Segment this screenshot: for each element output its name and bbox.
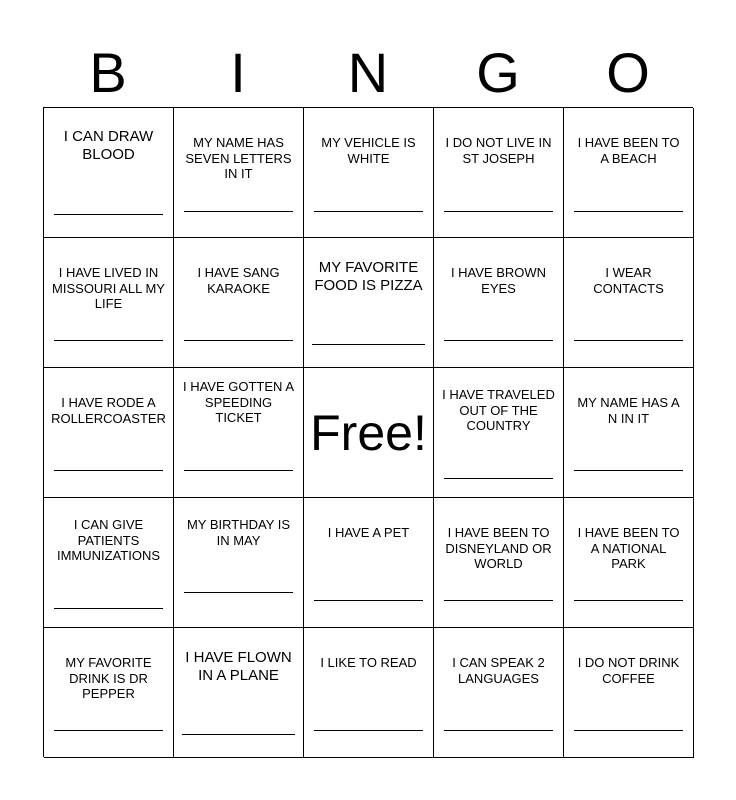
header-letter-i: I: [230, 41, 246, 104]
cell-text: I HAVE RODE A ROLLERCOASTER: [51, 395, 166, 426]
cell-text: MY NAME HAS A N IN IT: [577, 395, 680, 426]
bingo-cell[interactable]: [434, 108, 564, 238]
cell-text: I HAVE BEEN TO DISNEYLAND OR WORLD: [445, 525, 552, 571]
signature-line: [54, 608, 163, 609]
signature-line: [574, 340, 683, 341]
bingo-cell[interactable]: [564, 238, 694, 368]
free-space[interactable]: [304, 368, 434, 498]
cell-text: MY FAVORITE DRINK IS DR PEPPER: [65, 655, 152, 701]
signature-line: [54, 730, 163, 731]
signature-line: [574, 211, 683, 212]
bingo-header: [43, 40, 693, 106]
cell-text: I CAN GIVE PATIENTS IMMUNIZATIONS: [56, 517, 161, 563]
bingo-cell[interactable]: [44, 498, 174, 628]
signature-line: [184, 592, 293, 593]
signature-line: [314, 211, 423, 212]
signature-line: [444, 478, 553, 479]
bingo-cell[interactable]: [434, 238, 564, 368]
bingo-cell[interactable]: [304, 108, 434, 238]
bingo-cell[interactable]: [564, 628, 694, 758]
signature-line: [184, 211, 293, 212]
signature-line: [444, 211, 553, 212]
signature-line: [54, 340, 163, 341]
bingo-cell[interactable]: [174, 238, 304, 368]
bingo-cell[interactable]: [174, 368, 304, 498]
bingo-cell[interactable]: [44, 108, 174, 238]
cell-text: I HAVE BEEN TO A NATIONAL PARK: [577, 525, 680, 571]
signature-line: [444, 600, 553, 601]
cell-text: I DO NOT DRINK COFFEE: [577, 655, 680, 686]
cell-text: MY NAME HAS SEVEN LETTERS IN IT: [185, 135, 292, 181]
bingo-cell[interactable]: [304, 498, 434, 628]
cell-text: I LIKE TO READ: [320, 655, 417, 670]
bingo-cell[interactable]: [174, 628, 304, 758]
signature-line: [574, 470, 683, 471]
bingo-cell[interactable]: [434, 368, 564, 498]
cell-text: I HAVE A PET: [327, 525, 410, 540]
bingo-cell[interactable]: [44, 368, 174, 498]
cell-text: I CAN DRAW BLOOD: [63, 128, 154, 163]
signature-line: [54, 470, 163, 471]
cell-text: I HAVE FLOWN IN A PLANE: [185, 649, 292, 684]
signature-line: [444, 340, 553, 341]
header-letter-g: G: [476, 41, 520, 104]
cell-text: I HAVE BEEN TO A BEACH: [577, 135, 680, 166]
header-letter-o: O: [606, 41, 650, 104]
bingo-cell[interactable]: [174, 108, 304, 238]
bingo-cell[interactable]: [434, 628, 564, 758]
bingo-cell[interactable]: [44, 628, 174, 758]
cell-text: I CAN SPEAK 2 LANGUAGES: [452, 655, 545, 686]
signature-line: [182, 734, 295, 735]
bingo-cell[interactable]: [304, 238, 434, 368]
signature-line: [312, 344, 425, 345]
cell-text: I HAVE SANG KARAOKE: [197, 265, 280, 296]
bingo-grid: [43, 107, 693, 757]
header-letter-n: N: [347, 41, 389, 104]
bingo-cell[interactable]: [174, 498, 304, 628]
bingo-cell[interactable]: [564, 368, 694, 498]
cell-text: I WEAR CONTACTS: [593, 265, 664, 296]
bingo-cell[interactable]: [564, 498, 694, 628]
bingo-cell[interactable]: [434, 498, 564, 628]
signature-line: [54, 214, 163, 215]
bingo-cell[interactable]: [44, 238, 174, 368]
cell-text: MY VEHICLE IS WHITE: [321, 135, 416, 166]
cell-text: I HAVE GOTTEN A SPEEDING TICKET: [182, 379, 294, 425]
signature-line: [574, 730, 683, 731]
signature-line: [444, 730, 553, 731]
header-letter-b: B: [89, 41, 127, 104]
free-label: Free!: [310, 404, 427, 461]
signature-line: [314, 600, 423, 601]
cell-text: MY BIRTHDAY IS IN MAY: [186, 517, 291, 548]
cell-text: MY FAVORITE FOOD IS PIZZA: [314, 259, 423, 294]
cell-text: I HAVE TRAVELED OUT OF THE COUNTRY: [442, 387, 555, 433]
cell-text: I HAVE LIVED IN MISSOURI ALL MY LIFE: [52, 265, 165, 311]
cell-text: I DO NOT LIVE IN ST JOSEPH: [445, 135, 552, 166]
bingo-cell[interactable]: [304, 628, 434, 758]
signature-line: [574, 600, 683, 601]
signature-line: [314, 730, 423, 731]
signature-line: [184, 470, 293, 471]
signature-line: [184, 340, 293, 341]
cell-text: I HAVE BROWN EYES: [450, 265, 547, 296]
bingo-cell[interactable]: [564, 108, 694, 238]
